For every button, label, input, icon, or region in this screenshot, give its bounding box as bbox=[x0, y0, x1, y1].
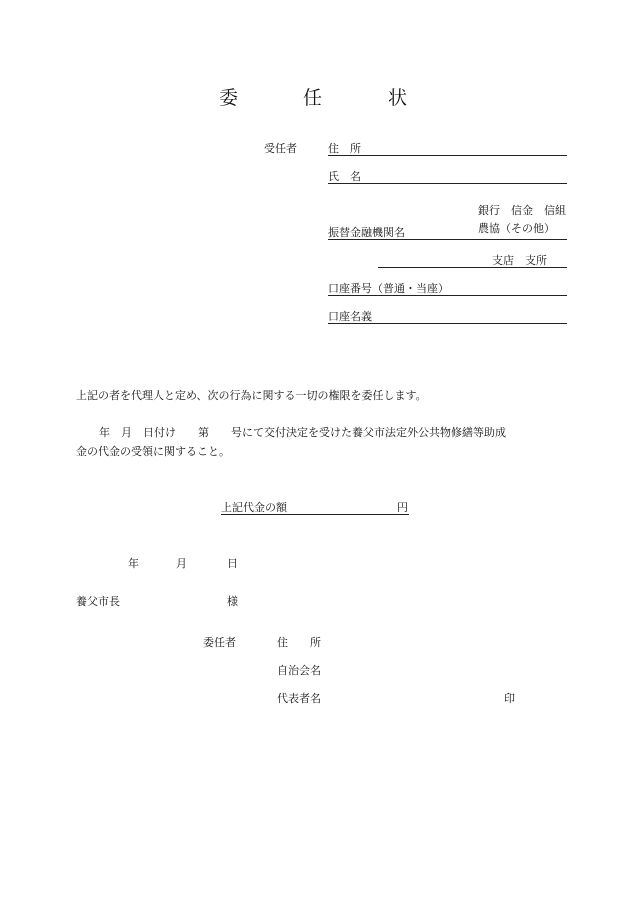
amount-label: 上記代金の額 bbox=[221, 501, 287, 514]
body-paragraph-2-line-1: 年 月 日付け 第 号にて交付決定を受けた養父市法定外公共物修繕等助成 bbox=[99, 426, 506, 439]
date-day: 日 bbox=[227, 557, 238, 570]
amount-unit: 円 bbox=[397, 501, 408, 514]
grantee-label: 受任者 bbox=[264, 142, 297, 155]
document-title-char-3: 状 bbox=[388, 87, 408, 109]
bank-name-line bbox=[328, 239, 567, 240]
grantor-label: 委任者 bbox=[203, 636, 236, 649]
body-paragraph-2-line-2: 金の代金の受領に関すること。 bbox=[76, 445, 230, 458]
account-number-line bbox=[328, 295, 567, 296]
seal-mark: 印 bbox=[504, 692, 515, 705]
addressee-name: 養父市長 bbox=[76, 595, 120, 608]
bank-types-line2: 農協（その他） bbox=[478, 222, 555, 235]
grantor-address-label: 住 所 bbox=[277, 636, 321, 649]
branch-name-line bbox=[378, 267, 567, 268]
grantee-address-label: 住 所 bbox=[328, 142, 361, 155]
grantor-representative-label: 代表者名 bbox=[277, 692, 321, 705]
account-holder-label: 口座名義 bbox=[328, 310, 372, 323]
grantee-name-label: 氏 名 bbox=[328, 170, 361, 183]
grantee-name-line bbox=[328, 183, 567, 184]
addressee-honorific: 様 bbox=[227, 595, 238, 608]
grantee-address-line bbox=[328, 155, 567, 156]
date-year: 年 bbox=[128, 557, 139, 570]
document-title-char-2: 任 bbox=[303, 87, 323, 109]
document-title-char-1: 委 bbox=[219, 87, 239, 109]
account-holder-line bbox=[328, 323, 567, 324]
date-month: 月 bbox=[176, 557, 187, 570]
amount-line bbox=[221, 514, 409, 515]
grantor-association-label: 自治会名 bbox=[277, 664, 321, 677]
branch-types: 支店 支所 bbox=[492, 254, 547, 267]
account-number-label: 口座番号（普通・当座） bbox=[328, 282, 449, 295]
bank-types-line1: 銀行 信金 信組 bbox=[478, 204, 566, 217]
bank-label: 振替金融機関名 bbox=[328, 226, 405, 239]
body-paragraph-1: 上記の者を代理人と定め、次の行為に関する一切の権限を委任します。 bbox=[76, 389, 427, 402]
